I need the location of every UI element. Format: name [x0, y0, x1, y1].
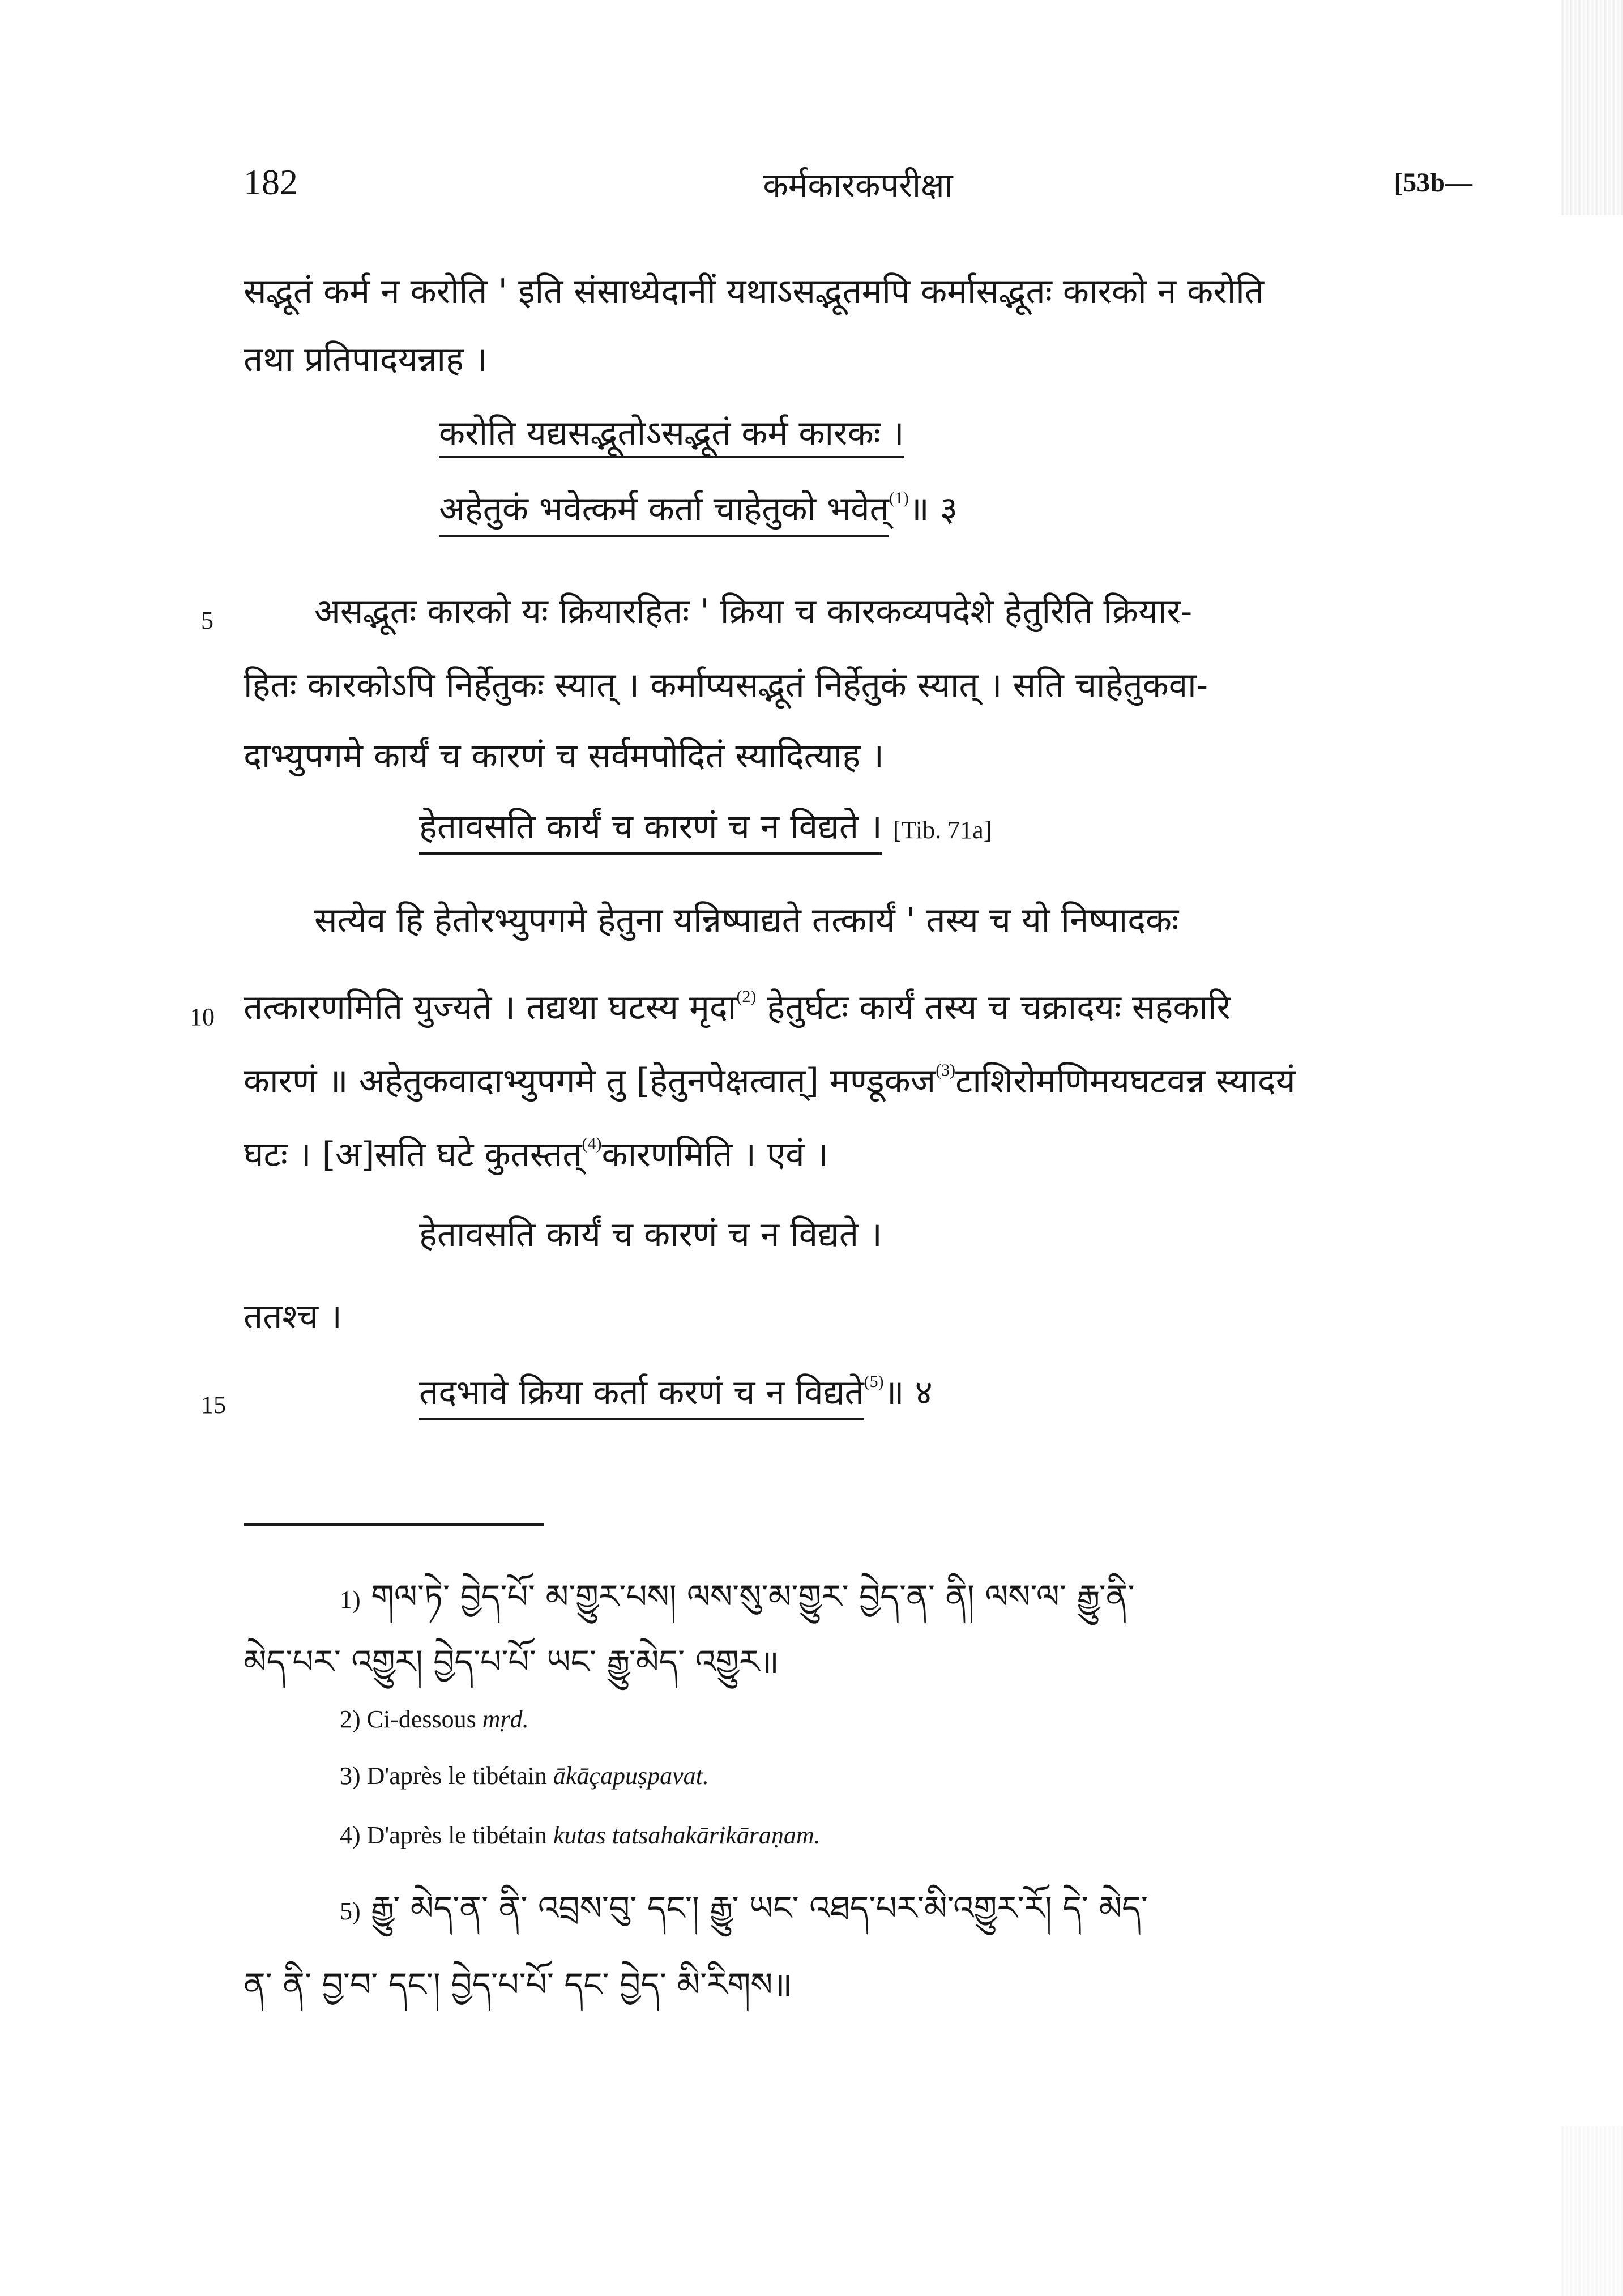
footnote-1-tibetan-1: གལ་ཏེ་ བྱེད་པོ་ མ་གྱུར་པས། ལས་སུ་མ་གྱུར་ བྱེད་ན་ ནི། ལས་ལ་ རྒྱུ་ནི་	[371, 1577, 1135, 1616]
footnote-5-line-2: ན་ ནི་ བྱ་བ་ དང་། བྱེད་པ་པོ་ དང་ བྱེད་ མི་རིགས॥	[244, 1965, 793, 2004]
verse-number-3: ॥ ३	[908, 489, 958, 529]
line-number-10: 10	[190, 1003, 215, 1031]
text-line-12	[244, 1134, 828, 1175]
verse-line-3	[419, 807, 992, 847]
footnote-separator	[244, 1523, 544, 1526]
footnote-5-number: 5)	[340, 1897, 361, 1925]
folio-reference: [53b—	[1394, 168, 1472, 198]
footnote-marker-5: (5)	[864, 1372, 884, 1391]
text-line-5: असद्भूतः कारको यः क्रियारहितः ' क्रिया च कारकव्यपदेशे हेतुरिति क्रियार-	[314, 592, 1193, 631]
running-header	[244, 161, 1472, 212]
footnote-3-italic: ākāçapuṣpavat.	[553, 1762, 709, 1790]
footnote-1-number: 1)	[340, 1586, 361, 1614]
text-line-7: दाभ्युपगमे कार्यं च कारणं च सर्वमपोदितं स्यादित्याह ।	[244, 736, 885, 776]
footnote-5-tibetan-1: རྒྱུ་ མེད་ན་ ནི་ འབྲས་བུ་ དང་། རྒྱུ་ ཡང་ འཐད་པར་མི་འགྱུར་རོ། དེ་ མེད་	[371, 1889, 1148, 1927]
verse-line-3-text: हेतावसति कार्यं च कारणं च न विद्यते ।	[419, 807, 882, 855]
footnote-marker-4: (4)	[582, 1134, 602, 1153]
line-number-15: 15	[201, 1391, 226, 1419]
line-number-5: 5	[201, 607, 213, 634]
text-line-10	[244, 988, 1231, 1025]
footnote-marker-3: (3)	[936, 1061, 956, 1079]
text-line-10-part-a: तत्कारणमिति युज्यते । तद्यथा घटस्य मृदा	[244, 988, 737, 1027]
text-line-11-part-a: कारणं ॥ अहेतुकवादाभ्युपगमे तु [हेतुनपेक्षत्वात्] मण्डूकज	[244, 1061, 936, 1101]
page-number: 182	[244, 162, 298, 202]
text-line-11	[244, 1061, 1296, 1101]
footnote-3-text: 3) D'après le tibétain	[340, 1762, 547, 1790]
footnote-2-italic: mṛd.	[482, 1705, 529, 1733]
text-line-1: सद्भूतं कर्म न करोति ' इति संसाध्येदानीं यथाऽसद्भूतमपि कर्मासद्भूतः कारको न करोति	[244, 272, 1265, 311]
verse-line-1: करोति यद्यसद्भूतोऽसद्भूतं कर्म कारकः ।	[439, 416, 904, 458]
scan-edge-shading	[1561, 0, 1623, 215]
footnote-1-line-2: མེད་པར་ འགྱུར། བྱེད་པ་པོ་ ཡང་ རྒྱུ་མེད་ འགྱུར॥	[244, 1642, 779, 1681]
verse-line-2-text: अहेतुकं भवेत्कर्म कर्ता चाहेतुको भवेत्	[439, 489, 889, 537]
tibetan-folio-reference: [Tib. 71a]	[892, 816, 992, 844]
text-line-10-part-b: हेतुर्घटः कार्यं तस्य च चक्रादयः सहकारि	[756, 988, 1231, 1027]
footnote-marker-2: (2)	[736, 987, 757, 1006]
text-line-14: ततश्च ।	[244, 1297, 342, 1337]
text-line-11-part-b: टाशिरोमणिमयघटवन्न स्यादयं	[955, 1061, 1296, 1101]
text-line-9: सत्येव हि हेतोरभ्युपगमे हेतुना यन्निष्पाद्यते तत्कार्यं ' तस्य च यो निष्पादकः	[314, 901, 1179, 940]
text-line-6: हितः कारकोऽपि निर्हेतुकः स्यात् । कर्माप्यसद्भूतं निर्हेतुकं स्यात् । सति चाहेतुकवा-	[244, 665, 1208, 705]
footnote-4-italic: kutas tatsahakārikāraṇam.	[553, 1821, 821, 1849]
footnote-3	[340, 1761, 709, 1790]
verse-line-4: हेतावसति कार्यं च कारणं च न विद्यते ।	[419, 1215, 882, 1254]
footnote-marker-1: (1)	[889, 489, 909, 507]
verse-number-4: ॥ ४	[883, 1373, 933, 1412]
footnote-4-text: 4) D'après le tibétain	[340, 1821, 547, 1849]
scan-edge-shading-bottom	[1561, 2126, 1623, 2296]
verse-line-2	[439, 489, 958, 529]
footnote-2	[340, 1705, 529, 1734]
text-line-12-part-a: घटः । [अ]सति घटे कुतस्तत्	[244, 1135, 582, 1175]
verse-line-5-text: तदभावे क्रिया कर्ता करणं च न विद्यते	[419, 1373, 864, 1420]
text-line-12-part-b: कारणमिति । एवं ।	[601, 1135, 828, 1175]
text-line-2: तथा प्रतिपादयन्नाह ।	[244, 340, 488, 379]
footnote-4	[340, 1821, 821, 1850]
footnote-2-text: 2) Ci-dessous	[340, 1705, 476, 1733]
chapter-title: कर्मकारकपरीक्षा	[763, 166, 953, 204]
verse-line-5	[419, 1373, 933, 1410]
